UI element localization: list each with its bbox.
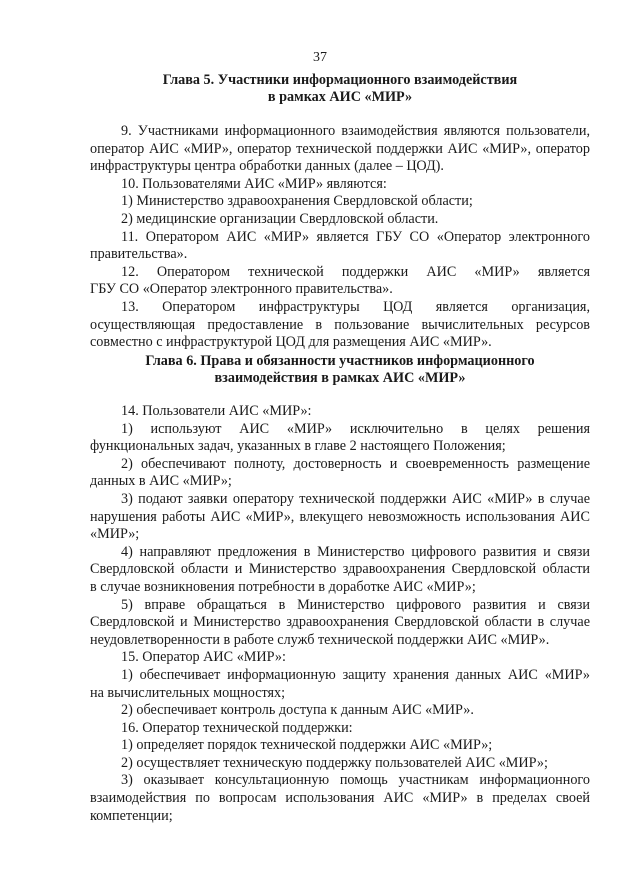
text-line: 1) определяет порядок технической поддержки АИС «МИР»; xyxy=(121,737,493,754)
text-line: 1) используют АИС «МИР» исключительно в целях решения xyxy=(121,420,590,437)
text-line: 15. Оператор АИС «МИР»: xyxy=(121,649,286,666)
chapter-6-body xyxy=(90,403,590,825)
text-line: правительства». xyxy=(90,246,188,263)
chapter-5-title-line: Глава 5. Участники информационного взаимодействия xyxy=(162,72,518,88)
chapter-6-title xyxy=(90,353,590,387)
text-line: на вычислительных мощностях; xyxy=(90,684,286,701)
text-line: 10. Пользователями АИС «МИР» являются: xyxy=(121,175,387,192)
text-line: 1) Министерство здравоохранения Свердловской области; xyxy=(121,193,473,210)
text-line: 2) обеспечивают полноту, достоверность и своевременность размещение xyxy=(121,455,590,472)
chapter-6-title-line: Глава 6. Права и обязанности участников информационного xyxy=(145,353,535,369)
text-line: 16. Оператор технической поддержки: xyxy=(121,719,353,736)
text-line: 1) обеспечивает информационную защиту хранения данных АИС «МИР» xyxy=(121,666,590,683)
text-line: 4) направляют предложения в Министерство цифрового развития и связи xyxy=(121,543,590,560)
text-line: 9. Участниками информационного взаимодействия являются пользователи, xyxy=(121,123,590,139)
text-line: 3) подают заявки оператору технической поддержки АИС «МИР» в случае xyxy=(121,490,590,507)
text-line: нарушения работы АИС «МИР», влекущего невозможность использования АИС xyxy=(90,508,590,525)
text-line: 12. Оператором технической поддержки АИС «МИР» является xyxy=(121,263,590,280)
text-line: Свердловской области и Министерство здравоохранения Свердловской области xyxy=(90,561,590,578)
chapter-6-title-line: взаимодействия в рамках АИС «МИР» xyxy=(214,370,466,386)
text-line: оператор АИС «МИР», оператор технической поддержки АИС «МИР», оператор xyxy=(90,140,590,157)
text-line: осуществляющая предоставление в пользование вычислительных ресурсов xyxy=(90,316,590,333)
text-line: ГБУ СО «Оператор электронного правительства». xyxy=(90,281,393,298)
chapter-5-title-line: в рамках АИС «МИР» xyxy=(267,89,413,105)
text-line: 11. Оператором АИС «МИР» является ГБУ СО «Оператор электронного xyxy=(121,228,590,245)
text-line: 2) осуществляет техническую поддержку пользователей АИС «МИР»; xyxy=(121,754,548,771)
text-line: 13. Оператором инфраструктуры ЦОД является организация, xyxy=(121,298,590,315)
text-line: 2) обеспечивает контроль доступа к данным АИС «МИР». xyxy=(121,702,474,719)
text-line: совместно с инфраструктурой ЦОД для размещения АИС «МИР». xyxy=(90,334,492,351)
text-line: данных в АИС «МИР»; xyxy=(90,473,232,490)
text-line: «МИР»; xyxy=(90,526,140,543)
text-line: 5) вправе обращаться в Министерство цифрового развития и связи xyxy=(121,596,590,613)
text-line: Свердловской и Министерство здравоохранения Свердловской области в случае xyxy=(90,614,590,631)
text-line: 14. Пользователи АИС «МИР»: xyxy=(121,403,312,419)
text-line: 3) оказывает консультационную помощь участникам информационного xyxy=(121,772,590,789)
chapter-5-title xyxy=(90,72,590,106)
text-line: взаимодействия по вопросам использования АИС «МИР» в пределах своей xyxy=(90,790,590,807)
page-number: 37 xyxy=(313,50,327,65)
text-line: функциональных задач, указанных в главе 2 настоящего Положения; xyxy=(90,438,506,455)
text-line: компетенции; xyxy=(90,807,173,824)
chapter-5-body xyxy=(90,123,590,352)
text-line: в случае возникновения потребности в доработке АИС «МИР»; xyxy=(90,578,476,595)
text-line: 2) медицинские организации Свердловской области. xyxy=(121,210,439,227)
text-line: неудовлетворенности в работе служб технической поддержки АИС «МИР». xyxy=(90,631,550,648)
text-line: инфраструктуры центра обработки данных (далее – ЦОД). xyxy=(90,158,444,175)
